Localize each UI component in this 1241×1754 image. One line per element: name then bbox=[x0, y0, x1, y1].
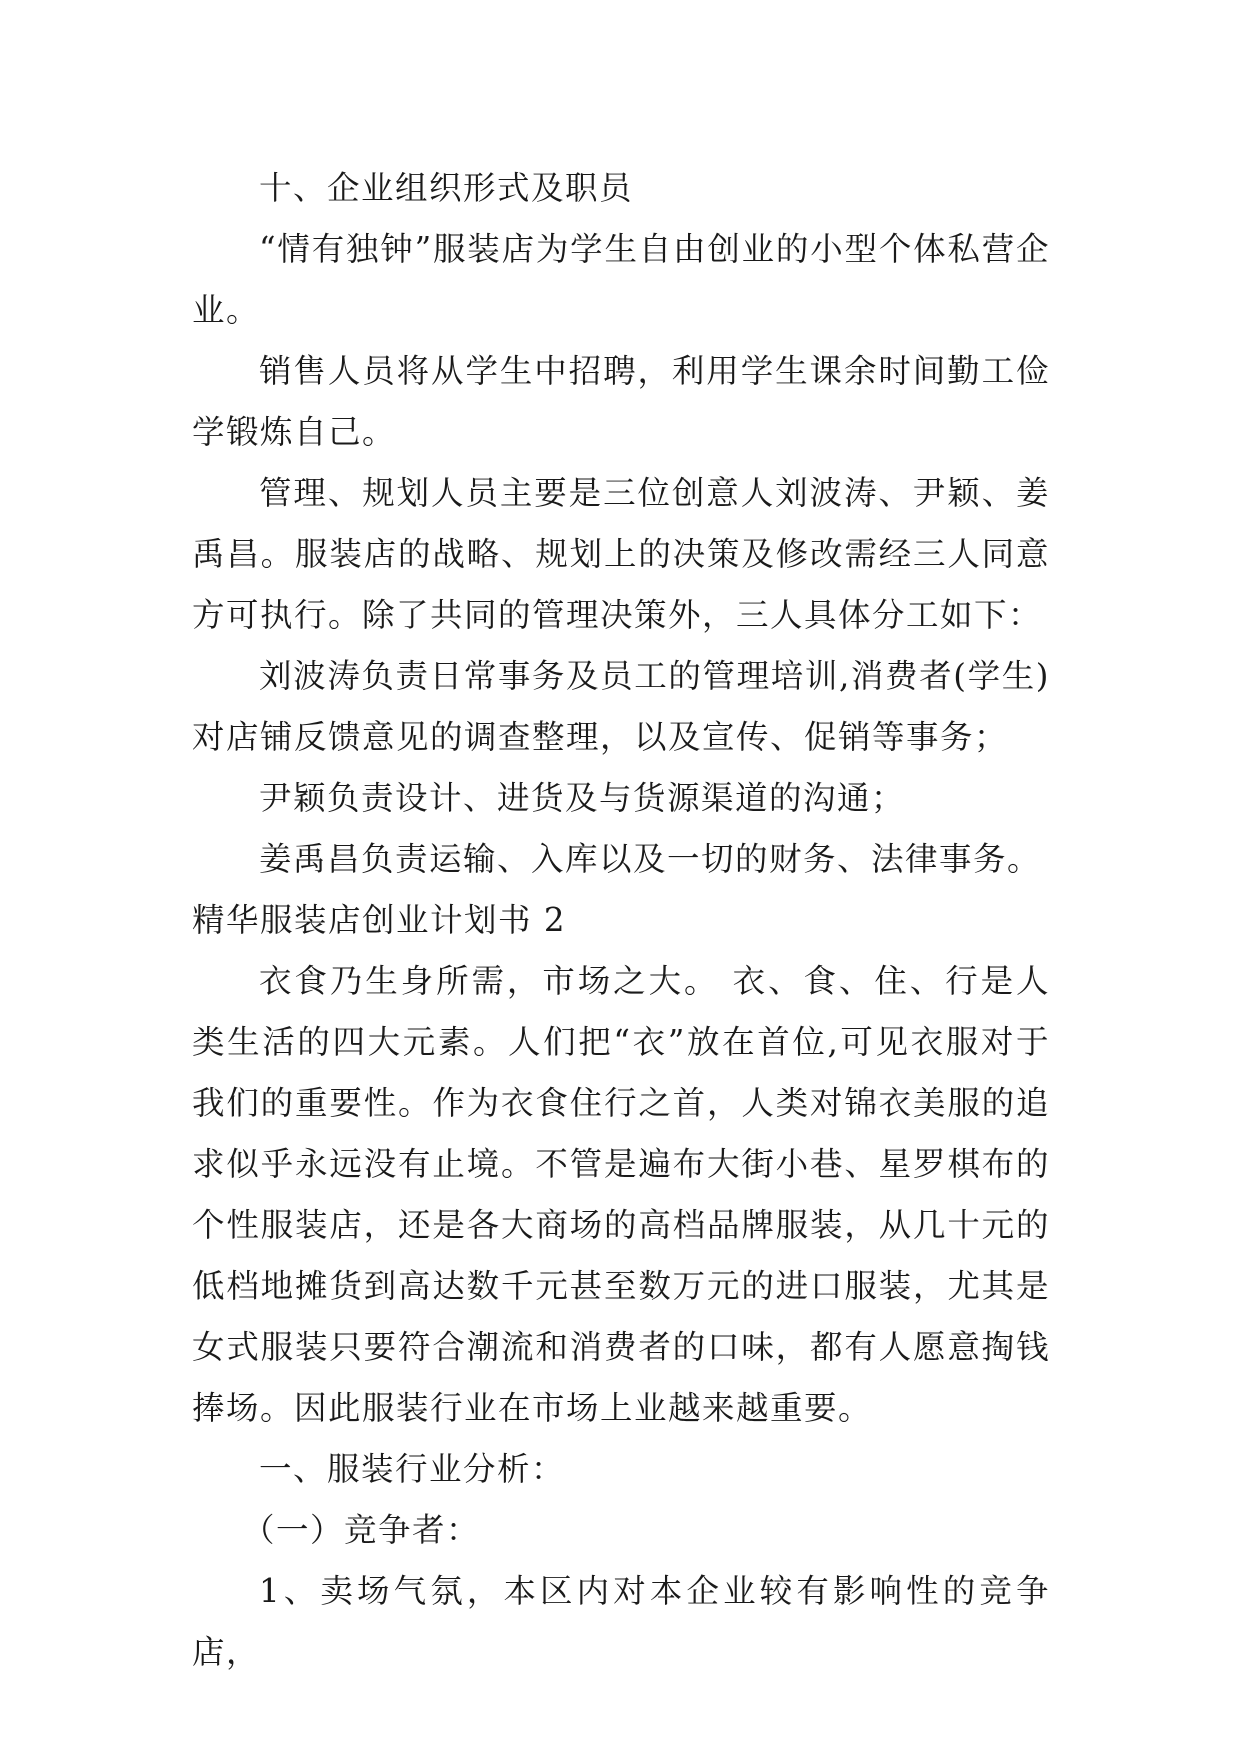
paragraph-management: 管理、规划人员主要是三位创意人刘波涛、尹颖、姜禹昌。服装店的战略、规划上的决策及修改需经三人同意方可执行。除了共同的管理决策外，三人具体分工如下： bbox=[192, 474, 1050, 634]
document-body bbox=[192, 158, 1050, 1683]
section-heading-organization: 十、企业组织形式及职员 bbox=[259, 169, 634, 207]
section-heading-industry-analysis: 一、服装行业分析： bbox=[259, 1450, 566, 1488]
document-subtitle: 精华服装店创业计划书 2 bbox=[192, 901, 567, 939]
paragraph-store-type: “情有独钟”服装店为学生自由创业的小型个体私营企业。 bbox=[192, 230, 1050, 329]
paragraph-duty-yin: 尹颖负责设计、进货及与货源渠道的沟通； bbox=[259, 779, 906, 817]
paragraph-duty-jiang: 姜禹昌负责运输、入库以及一切的财务、法律事务。 bbox=[259, 840, 1042, 878]
paragraph-store-atmosphere: 1、卖场气氛，本区内对本企业较有影响性的竞争店， bbox=[192, 1572, 1050, 1671]
paragraph-introduction: 衣食乃生身所需，市场之大。 衣、食、住、行是人类生活的四大元素。人们把“衣”放在首位,可见衣服对于我们的重要性。作为衣食住行之首，人类对锦衣美服的追求似乎永远没有止境。不管是遍布大街小巷、星罗棋布的个性服装店，还是各大商场的高档品牌服装，从几十元的低档地摊货到高达数千元甚至数万元的进口服装，尤其是女式服装只要符合潮流和消费者的口味，都有人愿意掏钱捧场。因此服装行业在市场上业越来越重要。 bbox=[192, 962, 1050, 1427]
paragraph-duty-liu: 刘波涛负责日常事务及员工的管理培训,消费者(学生)对店铺反馈意见的调查整理，以及宣传、促销等事务； bbox=[192, 657, 1050, 756]
paragraph-sales-staff: 销售人员将从学生中招聘，利用学生课余时间勤工俭学锻炼自己。 bbox=[192, 352, 1050, 451]
subsection-heading-competitors: （一）竞争者： bbox=[242, 1511, 481, 1549]
